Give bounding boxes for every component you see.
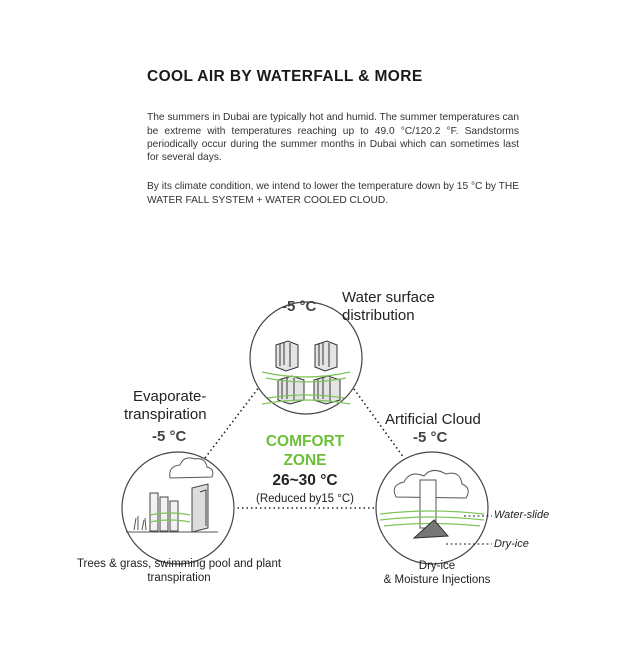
comfort-temperature: 26~30 °C <box>272 472 338 489</box>
left-label-line2: transpiration <box>124 406 207 423</box>
left-caption-line2: transpiration <box>147 572 211 584</box>
intent-paragraph: By its climate condition, we intend to lower the temperature down by 15 °C by THE WATER FALL SYSTEM + WATER COOLED CLOUD. <box>147 181 519 206</box>
artificial-cloud-circle <box>376 452 492 564</box>
temperature-reduction: (Reduced by15 °C) <box>256 493 354 505</box>
callout-water-slide: Water-slide <box>494 509 550 521</box>
comfort-line1: COMFORT <box>265 433 345 450</box>
evapotranspiration-circle <box>122 452 234 564</box>
left-label-line1: Evaporate- <box>133 388 207 405</box>
top-temp-delta: -5 °C <box>282 298 317 315</box>
intro-paragraph: The summers in Dubai are typically hot and humid. The summer temperatures can be extreme with temperatures reaching up to 49.0 °C/120.2 °F. Sandstorms periodically occur during the summer months in Dubai which can sometimes last for several days. <box>147 112 519 164</box>
right-caption-line2: & Moisture Injections <box>383 574 491 586</box>
page-title: COOL AIR BY WATERFALL & MORE <box>147 68 423 85</box>
comfort-zone-label <box>240 432 370 470</box>
right-caption-line1: Dry-ice <box>418 560 456 572</box>
comfort-line2: ZONE <box>283 452 327 469</box>
right-label: Artificial Cloud <box>385 411 481 428</box>
right-temp-delta: -5 °C <box>413 429 448 446</box>
top-label-line2: distribution <box>342 307 415 324</box>
left-caption-line1: Trees & grass, swimming pool and plant <box>76 558 282 570</box>
left-temp-delta: -5 °C <box>152 428 187 445</box>
callout-dry-ice: Dry-ice <box>494 538 529 550</box>
top-label-line1: Water surface <box>342 289 435 306</box>
